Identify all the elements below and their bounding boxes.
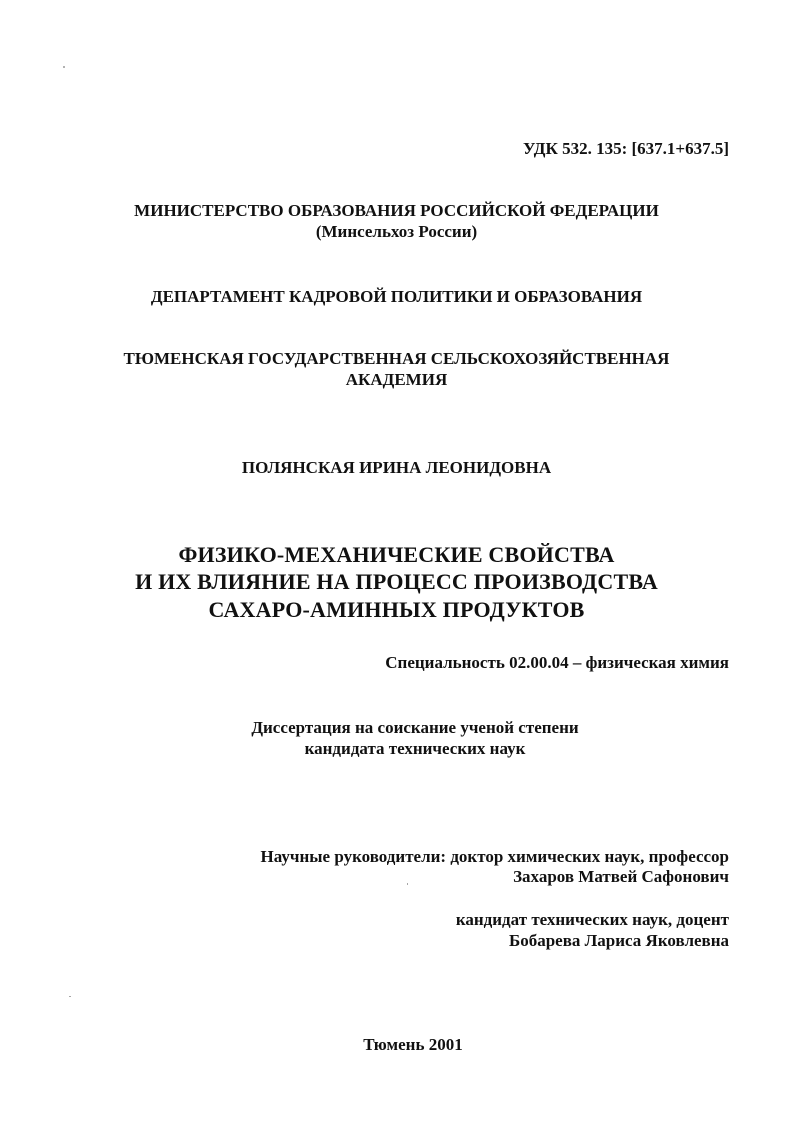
thesis-title-line2: И ИХ ВЛИЯНИЕ НА ПРОЦЕСС ПРОИЗВОДСТВА xyxy=(135,569,658,594)
academy-name-line2: АКАДЕМИЯ xyxy=(345,370,448,389)
ministry-short-name: (Минсельхоз России) xyxy=(315,222,478,241)
author-name: ПОЛЯНСКАЯ ИРИНА ЛЕОНИДОВНА xyxy=(241,458,552,477)
academy-name: ТЮМЕНСКАЯ ГОСУДАРСТВЕННАЯ СЕЛЬСКОХОЗЯЙСТВЕННАЯ xyxy=(123,349,670,368)
udc-code: УДК 532. 135: [637.1+637.5] xyxy=(523,139,729,158)
ministry-name: МИНИСТЕРСТВО ОБРАЗОВАНИЯ РОССИЙСКОЙ ФЕДЕРАЦИИ xyxy=(134,201,659,220)
department-name: ДЕПАРТАМЕНТ КАДРОВОЙ ПОЛИТИКИ И ОБРАЗОВАНИЯ xyxy=(150,287,643,306)
degree-statement-line2: кандидата технических наук xyxy=(304,739,526,758)
thesis-title-line1: ФИЗИКО-МЕХАНИЧЕСКИЕ СВОЙСТВА xyxy=(178,542,615,567)
supervisor-1-title: Научные руководители: доктор химических наук, профессор xyxy=(260,847,729,866)
thesis-title-line3: САХАРО-АМИННЫХ ПРОДУКТОВ xyxy=(208,597,585,622)
scan-speck xyxy=(407,883,408,885)
scan-speck xyxy=(69,996,71,997)
supervisor-1-name: Захаров Матвей Сафонович xyxy=(513,867,729,886)
supervisor-2-name: Бобарева Лариса Яковлевна xyxy=(508,931,729,950)
specialty: Специальность 02.00.04 – физическая химия xyxy=(385,653,729,672)
degree-statement-line1: Диссертация на соискание ученой степени xyxy=(251,718,579,737)
scan-speck xyxy=(63,66,65,68)
supervisor-2-title: кандидат технических наук, доцент xyxy=(455,910,729,929)
place-and-year: Тюмень 2001 xyxy=(363,1035,463,1054)
